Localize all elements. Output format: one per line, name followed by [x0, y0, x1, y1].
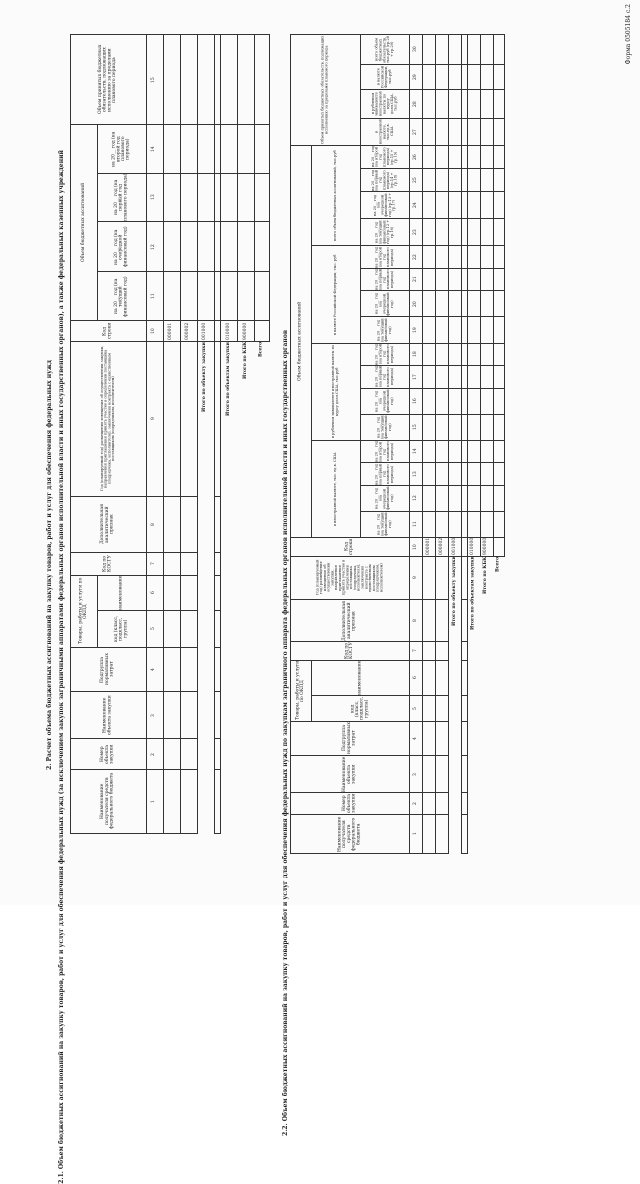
col-okpd: Товары, работы и услуги по ОКПД — [71, 575, 98, 647]
col-unfulfilled: Объем принятых бюджетных обязательств, подлежащих исполнению за пределами планового периода — [71, 35, 147, 125]
col-foreign-currency: в иностранной валюте, тыс. ед.в. США — [311, 440, 360, 537]
col-okpd-name: наименование — [311, 660, 409, 695]
col-recipient: Наименование получателя средств федерального бюджета — [71, 769, 147, 833]
col-year: Год (планируемый год) размещения извещения об осуществлении закупки, направления приглашения принять участие в определении поставщика (подрядчика, исполнителя), заключения контракта с единственным поставщиком (подрядчиком, исполнителем) — [291, 556, 410, 599]
col-kosgu: Код по КОСГУ — [71, 553, 147, 575]
col-okpd-name: наименование — [98, 575, 146, 610]
col-okpd-code: код (класс, подкласс, группа) — [311, 696, 409, 722]
table-2-2: Наименование получателя средств федерального бюджета Номер объекта закупки Наименование объекта закупки Подгруппа нормативных затрат Товары, работы и услуги по ОКПД Код по КОСГУ Дополнительная аналитический признак Год (планируемый год) размещения извещения об осуществлении закупки, направления приглашения принять участие в определении поставщика (подрядчика, исполнителя), заключения контракта с единственным поставщиком (подрядчиком, исполнителем) Код строки Объем бюджетных ассигнований Объем принятых бюджетных обязательств, подлежащих исполнению за пределами планового периода код (класс, подкласс, группа) наименование в иностранной валюте, тыс. ед.в. США в рублевом эквиваленте иностранной валюты по курсу долл.США, тыс.руб в валюте Российской Федерации, тыс. руб всего объем бюджетных ассигнований, тыс.руб на 20__ год (на текущий финансовый год) на 20__ год (на очередной финансовый год) на 20__ год (на первый год планового периода) на 20__ год (на второй год планового периода) на 20__ год (на текущий финансовый год) на 20__ год (на очередной финансовый год) на 20__ год (на первый год планового периода) на 20__ год (на второй год планового периода) на 20__ год (на текущий финансовый год) на 20__ год (на очередной финансовый год) на 20__ год (на первый год планового периода) на 20__ год (на второй год планового периода) на 20__ год (на текущий финансовый год) (гр.12 + гр.16) на 20__ год (на очередной финансовый год) (гр.13 + гр.17) на 20__ год (на первый год планового периода) (гр.14 + гр.18) на 20__ год (на второй год планового периода) (гр.15 + гр.19) в иностранной валюте, тыс.ед.в. США в рублевом эквиваленте иностранной валюты по курсу долл.США, тыс.руб в валюте Российской Федерации, тыс.руб всего объем бюджетных обязательств, тыс.руб (гр.28 + гр.29) 1 2 3 4 5 6 7 8 9 10 11 12 13 14 15 16 17 18 19 20 21 22 23 24 25 26 27 28 29 30 000001 000002 Итого по объекту закупки 001000 Итого по объектам закупки 010000 Итого по КБК 900000 Всего — [290, 34, 505, 854]
col-unfulfilled: Объем принятых бюджетных обязательств, подлежащих исполнению за пределами планового периода — [291, 35, 361, 146]
table-row: Всего — [493, 35, 504, 854]
col-rub-equivalent: в рублевом эквиваленте иностранной валюты по курсу долл.США, тыс.руб — [311, 343, 360, 440]
table-row: Итого по КБК 900000 — [480, 35, 493, 854]
col-object-name: Наименование объекта закупки — [291, 755, 410, 792]
table-row: Итого по КБК 900000 — [238, 35, 255, 834]
col-object-number: Номер объекта закупки — [71, 739, 147, 769]
col-row-code: Код строки — [71, 321, 147, 342]
col-plan-2: на 20__ год (на второй год планового периода) — [98, 125, 146, 173]
col-extra: Дополнительная аналитический признак — [291, 599, 410, 642]
col-object-name: Наименование объекта закупки — [71, 692, 147, 739]
col-extra: Дополнительная аналитический признак — [71, 496, 147, 552]
col-total: всего объем бюджетных ассигнований, тыс.руб — [311, 145, 360, 246]
col-regulatory-costs: Подгруппа нормативных затрат — [71, 647, 147, 692]
table-row: 000001 — [163, 35, 180, 834]
col-plan-1: на 20__ год (на первый год планового периода) — [98, 173, 146, 222]
section-2-2-heading: 2.2. Объем бюджетных ассигнований на закупку товаров, работ и услуг для обеспечения федеральных нужд по закупкам заграничного аппарата федеральных органов исполнительной власти и иных государственных органов — [282, 330, 289, 1136]
col-current-year: на 20__ год (на текущий финансовый год) — [98, 272, 146, 321]
col-next-year: на 20__ год (на очередной финансовый год) — [98, 222, 146, 272]
table-2-1: Наименование получателя средств федерального бюджета Номер объекта закупки Наименование объекта закупки Подгруппа нормативных затрат Товары, работы и услуги по ОКПД Код по КОСГУ Дополнительная аналитический признак Год (планируемый год) размещения извещения об осуществлении закупки, направления приглашения принять участие в определении поставщика (подрядчика, исполнителя), заключения контракта с единственным поставщиком (подрядчиком, исполнителем) Код строки Объем бюджетных ассигнований Объем принятых бюджетных обязательств, подлежащих исполнению за пределами планового периода код (класс, подкласс, группа) наименование на 20__ год (на текущий финансовый год) на 20__ год (на очередной финансовый год) на 20__ год (на первый год планового периода) на 20__ год (на второй год планового периода) 1 2 3 4 5 6 7 8 9 10 11 12 13 14 15 000001 000002 Итого по объекту закупки 001000 Итого по объектам закупки 010000 Итого по КБК 900000 Всего — [70, 34, 270, 834]
col-budget-volume: Объем бюджетных ассигнований — [71, 125, 98, 321]
table-row: Итого по объекту закупки 001000 — [449, 35, 462, 854]
col-recipient: Наименование получателя средств федерального бюджета — [291, 814, 410, 853]
col-budget-volume: Объем бюджетных ассигнований — [291, 145, 312, 537]
section-2-1-heading: 2.1. Объем бюджетных ассигнований на закупку товаров, работ и услуг для обеспечения федеральных нужд (за исключением закупок заграничными аппаратами федеральных органов исполнительной власти и иных государственных органов), а также федеральных казенных учреждений — [58, 150, 65, 1184]
table-row: Всего — [255, 35, 270, 834]
col-rub-currency: в валюте Российской Федерации, тыс. руб — [311, 246, 360, 343]
col-okpd: Товары, работы и услуги по ОКПД — [291, 660, 312, 721]
table-row: 000002 — [180, 35, 197, 834]
table-row — [214, 35, 221, 834]
col-row-code: Код строки — [291, 538, 410, 556]
col-object-number: Номер объекта закупки — [291, 793, 410, 814]
form-number: Форма 0505184 с.2 — [625, 4, 632, 65]
table-row: 000001 — [423, 35, 436, 854]
col-okpd-code: код (класс, подкласс, группа) — [98, 610, 146, 647]
table-row: 000002 — [436, 35, 449, 854]
col-year: Год (планируемый год) размещения извещения об осуществлении закупки, направления приглашения принять участие в определении поставщика (подрядчика, исполнителя), заключения контракта с единственным поставщиком (подрядчиком, исполнителем) — [71, 342, 147, 497]
table-row: Итого по объектам закупки 010000 — [467, 35, 480, 854]
col-kosgu: Код по КОСГУ — [291, 642, 410, 660]
table-row: Итого по объекту закупки 001000 — [197, 35, 214, 834]
table-row: Итого по объектам закупки 010000 — [221, 35, 238, 834]
col-regulatory-costs: Подгруппа нормативных затрат — [291, 721, 410, 755]
section-2-heading: 2. Расчет объема бюджетных ассигнований на закупку товаров, работ и услуг для обеспечения федеральных нужд — [46, 360, 53, 770]
